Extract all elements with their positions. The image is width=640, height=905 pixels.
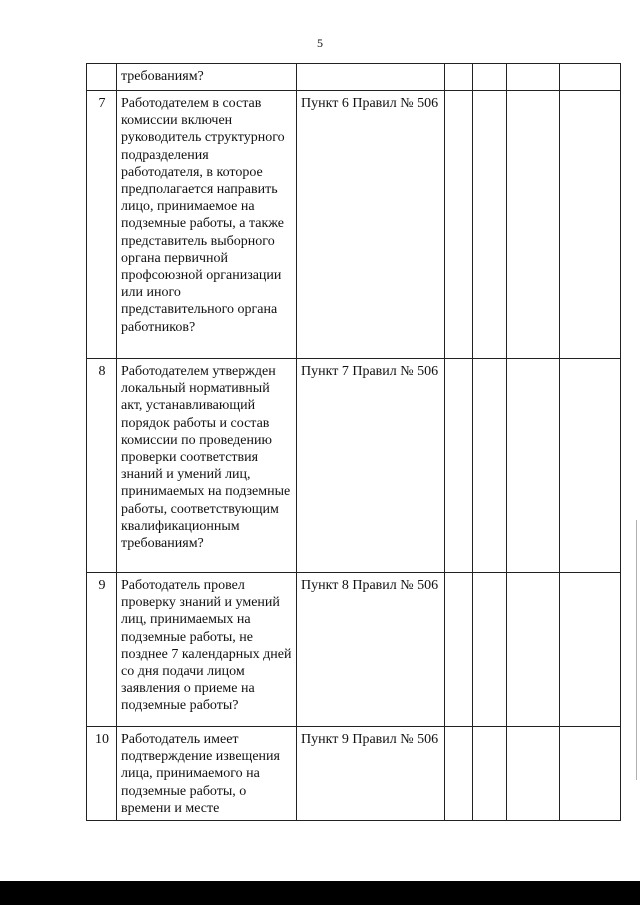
answer-cell — [473, 64, 507, 91]
table-row — [87, 573, 621, 727]
answer-cell — [507, 727, 560, 821]
row-number: 10 — [87, 727, 117, 821]
question-text: Работодатель имеет подтверждение извещения лица, принимаемого на подземные работы, о времени и месте — [117, 727, 297, 821]
row-number: 7 — [87, 91, 117, 359]
answer-cell — [473, 359, 507, 573]
row-number: 8 — [87, 359, 117, 573]
legal-reference: Пункт 8 Правил № 506 — [297, 573, 445, 727]
legal-reference — [297, 64, 445, 91]
question-text: Работодатель провел проверку знаний и умений лиц, принимаемых на подземные работы, не позднее 7 календарных дней со дня подачи лицом заявления о приеме на подземные работы? — [117, 573, 297, 727]
answer-cell — [507, 91, 560, 359]
note-cell — [560, 359, 621, 573]
row-number — [87, 64, 117, 91]
note-cell — [560, 91, 621, 359]
answer-cell — [507, 64, 560, 91]
note-cell — [560, 64, 621, 91]
table-row — [87, 91, 621, 359]
answer-cell — [507, 573, 560, 727]
answer-cell — [473, 727, 507, 821]
answer-cell — [445, 727, 473, 821]
answer-cell — [507, 359, 560, 573]
answer-cell — [445, 91, 473, 359]
legal-reference: Пункт 7 Правил № 506 — [297, 359, 445, 573]
checklist-table — [86, 63, 621, 821]
table-row — [87, 727, 621, 821]
table-row — [87, 359, 621, 573]
note-cell — [560, 727, 621, 821]
note-cell — [560, 573, 621, 727]
legal-reference: Пункт 9 Правил № 506 — [297, 727, 445, 821]
answer-cell — [473, 91, 507, 359]
question-text: Работодателем в состав комиссии включен руководитель структурного подразделения работодателя, в которое предполагается направить лицо, принимаемое на подземные работы, а также представитель выборного органа первичной профсоюзной организации или иного представительного органа работников? — [117, 91, 297, 359]
answer-cell — [445, 64, 473, 91]
question-text: требованиям? — [117, 64, 297, 91]
page-number: 5 — [317, 36, 323, 50]
scan-edge-line — [636, 520, 637, 780]
table-row — [87, 64, 621, 91]
answer-cell — [445, 573, 473, 727]
question-text: Работодателем утвержден локальный нормативный акт, устанавливающий порядок работы и состав комиссии по проведению проверки соответствия знаний и умений лиц, принимаемых на подземные работы, соответствующим квалификационным требованиям? — [117, 359, 297, 573]
legal-reference: Пункт 6 Правил № 506 — [297, 91, 445, 359]
answer-cell — [473, 573, 507, 727]
row-number: 9 — [87, 573, 117, 727]
answer-cell — [445, 359, 473, 573]
scan-bottom-border — [0, 881, 640, 905]
